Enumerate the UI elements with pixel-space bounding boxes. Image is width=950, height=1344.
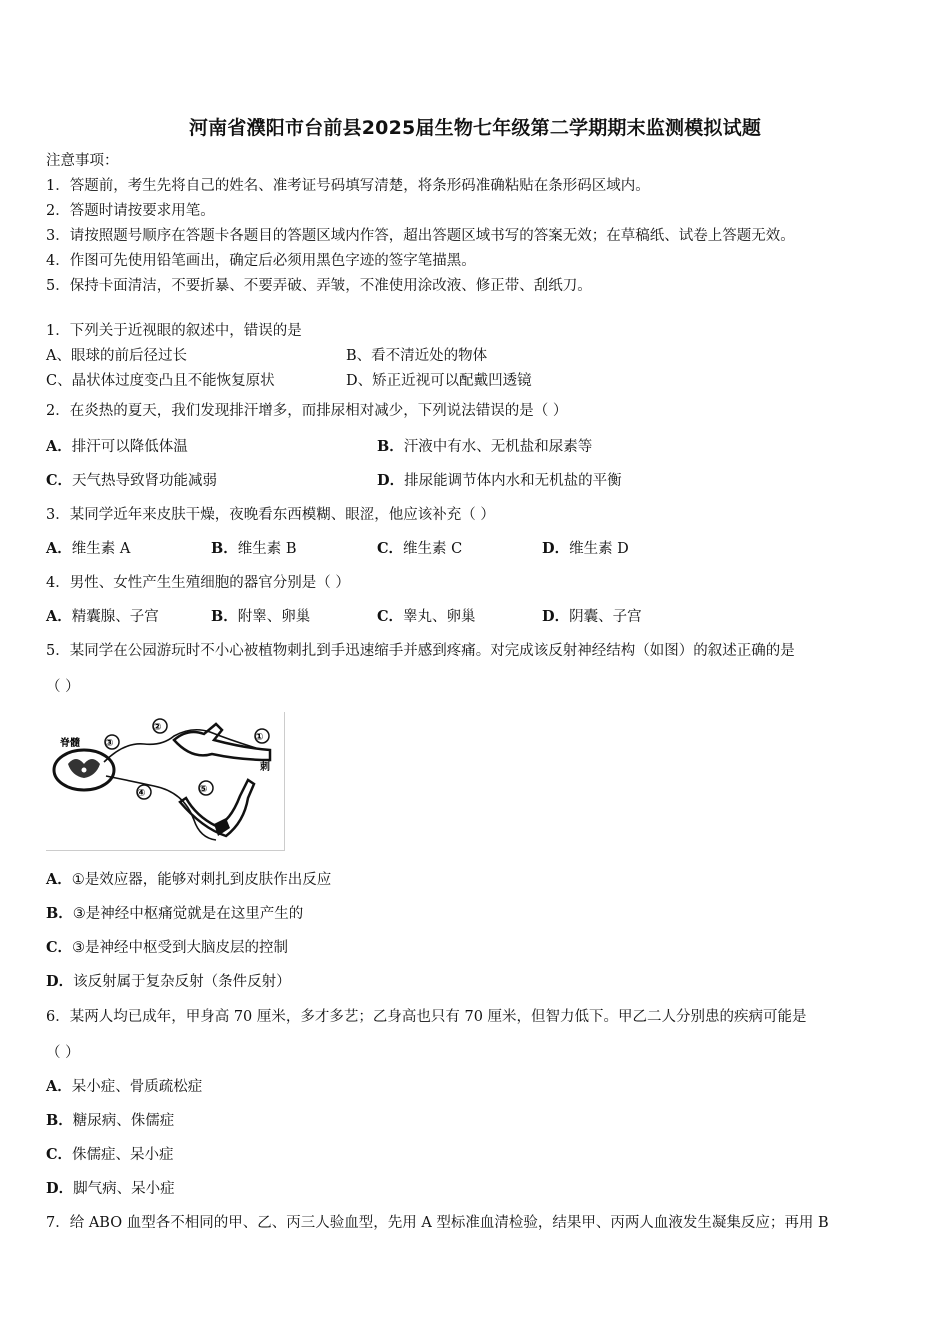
notice-item: 5．保持卡面清洁，不要折暴、不要弄破、弄皱，不准使用涂改液、修正带、刮纸刀。	[46, 278, 592, 294]
label-3: ③	[105, 738, 114, 749]
q3-option-a	[46, 539, 130, 559]
option-label: A．	[46, 1078, 72, 1095]
q6-option-b	[46, 1111, 174, 1131]
option-label: B．	[377, 438, 404, 455]
q5-option-a	[46, 870, 331, 890]
option-text: 糖尿病、侏儒症	[72, 1113, 175, 1129]
q4-option-d	[542, 607, 642, 627]
option-text: 排汗可以降低体温	[71, 439, 188, 455]
option-text: 脚气病、呆小症	[73, 1181, 175, 1197]
reflex-arc-diagram	[46, 712, 284, 850]
option-text: ③是神经中枢痛觉就是在这里产生的	[72, 906, 304, 922]
option-text: 该反射属于复杂反射（条件反射）	[73, 974, 291, 990]
q4-option-a	[46, 607, 159, 627]
question-5-stem: 5．某同学在公园游玩时不小心被植物刺扎到手迅速缩手并感到疼痛。对完成该反射神经结构（如图）的叙述正确的是	[46, 643, 795, 659]
option-text: 汗液中有水、无机盐和尿素等	[403, 439, 593, 455]
page-title: 河南省濮阳市台前县2025届生物七年级第二学期期末监测模拟试题	[188, 117, 762, 139]
label-4: ④	[137, 788, 146, 799]
option-label: C．	[46, 1146, 73, 1163]
option-text: 维生素 D	[569, 541, 629, 557]
label-1: ①	[255, 732, 264, 743]
option-label: A．	[46, 608, 72, 625]
q4-option-c	[377, 607, 476, 627]
option-text: 维生素 A	[71, 541, 131, 557]
option-label: B．	[46, 1112, 73, 1129]
option-label: B．	[46, 905, 73, 922]
notice-item: 2．答题时请按要求用笔。	[46, 203, 215, 219]
option-label: D．	[46, 973, 74, 990]
option-label: A．	[46, 438, 72, 455]
q3-option-d	[542, 539, 629, 559]
option-text: 天气热导致肾功能减弱	[72, 473, 218, 489]
option-label: C．	[46, 472, 73, 489]
question-1-stem: 1．下列关于近视眼的叙述中，错误的是	[46, 323, 302, 339]
option-text: ③是神经中枢受到大脑皮层的控制	[72, 940, 289, 956]
option-text: 维生素 C	[403, 541, 463, 557]
option-label: D．	[377, 472, 405, 489]
option-text: 排尿能调节体内水和无机盐的平衡	[404, 473, 622, 489]
notice-item: 3．请按照题号顺序在答题卡各题目的答题区域内作答，超出答题区域书写的答案无效；在草稿纸、试卷上答题无效。	[46, 228, 795, 244]
question-4-stem: 4．男性、女性产生生殖细胞的器官分别是（ ）	[46, 575, 350, 591]
option-label: A．	[46, 540, 72, 557]
q3-option-c	[377, 539, 462, 559]
central-canal	[82, 768, 87, 773]
reflex-arc-figure	[46, 712, 285, 851]
option-label: B．	[211, 608, 238, 625]
option-label: C．	[46, 939, 73, 956]
q6-option-d	[46, 1179, 175, 1199]
option-text: 附睾、卵巢	[237, 609, 311, 625]
option-label: A．	[46, 871, 72, 888]
question-6-stem-cont: （ ）	[46, 1045, 80, 1061]
q1-option-a: A、眼球的前后径过长	[46, 348, 187, 364]
option-label: C．	[377, 608, 404, 625]
q6-option-c	[46, 1145, 174, 1165]
notice-item: 4．作图可先使用铅笔画出，确定后必须用黑色字迹的签字笔描黑。	[46, 253, 476, 269]
q3-option-b	[211, 539, 297, 559]
option-text: 阴囊、子宫	[569, 609, 642, 625]
q1-option-b: B、看不清近处的物体	[346, 348, 488, 364]
option-text: ①是效应器，能够对刺扎到皮肤作出反应	[71, 872, 332, 888]
question-5-stem-cont: （ ）	[46, 679, 80, 695]
notice-item: 1．答题前，考生先将自己的姓名、准考证号码填写清楚，将条形码准确粘贴在条形码区域内。	[46, 178, 650, 194]
option-label: B．	[211, 540, 238, 557]
q2-option-a	[46, 437, 188, 457]
question-3-stem: 3．某同学近年来皮肤干燥，夜晚看东西模糊、眼涩，他应该补充（ ）	[46, 507, 495, 523]
option-label: D．	[542, 540, 570, 557]
q5-option-b	[46, 904, 303, 924]
label-thorn: 刺	[260, 762, 270, 773]
label-spinal-cord: 脊髓	[60, 738, 80, 749]
label-2: ②	[153, 722, 162, 733]
option-text: 睾丸、卵巢	[403, 609, 476, 625]
option-text: 侏儒症、呆小症	[72, 1147, 174, 1163]
q2-option-d	[377, 471, 622, 491]
q5-option-c	[46, 938, 288, 958]
option-text: 精囊腺、子宫	[71, 609, 159, 625]
question-2-stem: 2．在炎热的夏天，我们发现排汗增多，而排尿相对减少，下列说法错误的是（ ）	[46, 403, 568, 419]
option-label: D．	[542, 608, 570, 625]
question-6-stem: 6．某两人均已成年，甲身高 70 厘米，多才多艺；乙身高也只有 70 厘米，但智力低下。甲乙二人分别患的疾病可能是	[46, 1009, 807, 1025]
question-7-stem: 7．给 ABO 血型各不相同的甲、乙、丙三人验血型，先用 A 型标准血清检验，结果甲、丙两人血液发生凝集反应；再用 B	[46, 1215, 829, 1231]
q2-option-c	[46, 471, 217, 491]
q1-option-c: C、晶状体过度变凸且不能恢复原状	[46, 373, 275, 389]
option-label: D．	[46, 1180, 74, 1197]
q4-option-b	[211, 607, 310, 627]
label-5: ⑤	[199, 784, 208, 795]
q2-option-b	[377, 437, 592, 457]
notice-heading: 注意事项：	[46, 153, 119, 169]
option-label: C．	[377, 540, 404, 557]
option-text: 呆小症、骨质疏松症	[71, 1079, 203, 1095]
q6-option-a	[46, 1077, 202, 1097]
option-text: 维生素 B	[237, 541, 297, 557]
q5-option-d	[46, 972, 291, 992]
q1-option-d: D、矫正近视可以配戴凹透镜	[346, 373, 532, 389]
